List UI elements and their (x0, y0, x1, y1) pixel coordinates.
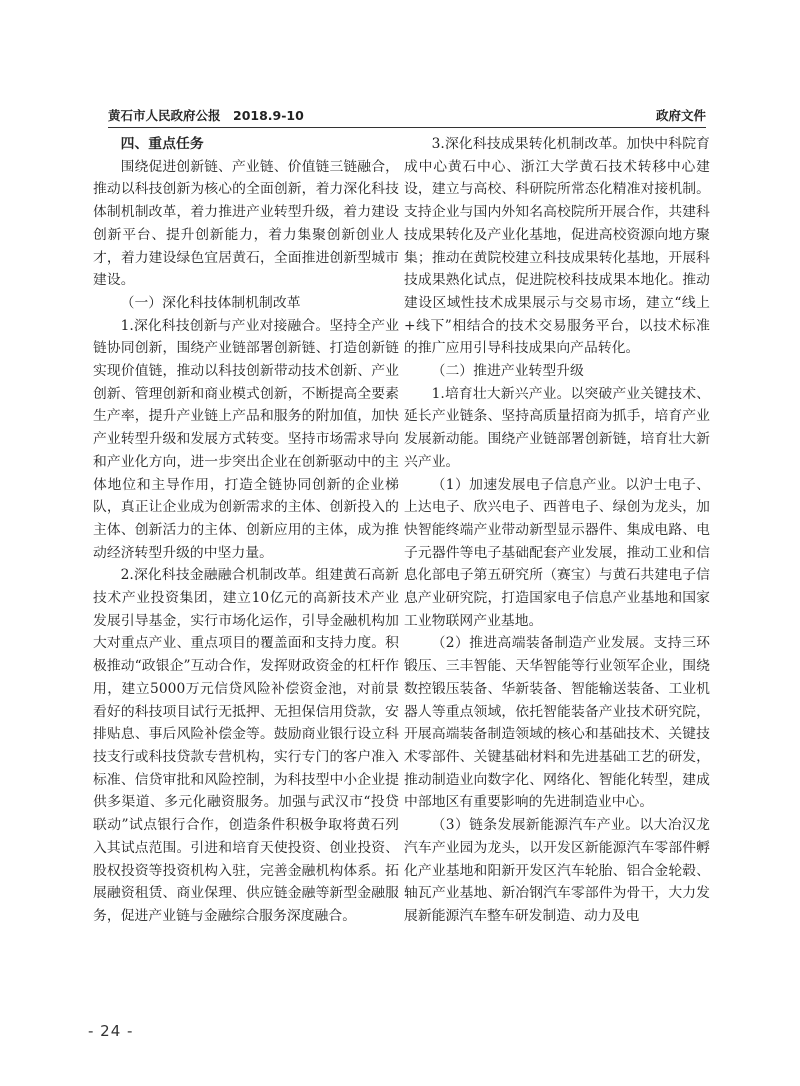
header-divider (108, 127, 706, 128)
paragraph-6: （2）推进高端装备制造产业发展。支持三环锻压、三丰智能、天华智能等行业领军企业，围绕数控锻压装备、华新装备、智能输送装备、工业机器人等重点领域，依托智能装备产业技术研究院，开展高端装备制造领域的核心和基础技术、关键技术零部件、关键基础材料和先进基础工艺的研发，推动制造业向数字化、网络化、智能化转型，建成中部地区有重要影响的先进制造业中心。 (404, 635, 710, 811)
section-label: 政府文件 (655, 108, 706, 123)
running-header (108, 106, 706, 126)
subsection-heading-1: （一）深化科技体制机制改革 (120, 294, 301, 311)
paragraph-3: 3.深化科技成果转化机制改革。加快中科院育成中心黄石中心、浙江大学黄石技术转移中心建设，建立与高校、科研院所常态化精准对接机制。支持企业与国内外知名高校院所开展合作，共建科技成果转化及产业化基地，促进高校资源向地方聚集；推动在黄院校建立科技成果转化基地，开展科技成果熟化试点，促进院校科技成果本地化。推动建设区域性技术成果展示与交易市场，建立“线上+线下”相结合的技术交易服务平台，以技术标准的推广应用引导科技成果向产品转化。 (404, 136, 710, 357)
paragraph-4: 1.培育壮大新兴产业。以突破产业关键技术、延长产业链条、坚持高质量招商为抓手，培育产业发展新动能。围绕产业链部署创新链，培育壮大新兴产业。 (404, 385, 710, 470)
right-column (404, 133, 710, 928)
intro-paragraph: 围绕促进创新链、产业链、价值链三链融合，推动以科技创新为核心的全面创新，着力深化科技体制机制改革，着力推进产业转型升级，着力建设创新平台、提升创新能力，着力集聚创新创业人才，着力建设绿色宜居黄石，全面推进创新型城市建设。 (93, 158, 399, 289)
paragraph-7: （3）链条发展新能源汽车产业。以大冶汉龙汽车产业园为龙头，以开发区新能源汽车零部件孵化产业基地和阳新开发区汽车轮胎、铝合金轮毂、轴瓦产业基地、新冶钢汽车零部件为骨干，大力发展新能源汽车整车研发制造、动力及电 (404, 817, 710, 924)
subsection-heading-2: （二）推进产业转型升级 (431, 363, 584, 380)
paragraph-1: 1.深化科技创新与产业对接融合。坚持全产业链协同创新，围绕产业链部署创新链、打造创新链实现价值链，推动以科技创新带动技术创新、产业创新、管理创新和商业模式创新，不断提高全要素生产率，提升产业链上产品和服务的附加值，加快产业转型升级和发展方式转变。坚持市场需求导向和产业化方向，进一步突出企业在创新驱动中的主体地位和主导作用，打造全链协同创新的企业梯队，真正让企业成为创新需求的主体、创新投入的主体、创新活力的主体、创新应用的主体，成为推动经济转型升级的中坚力量。 (93, 317, 399, 561)
section-heading: 四、重点任务 (120, 136, 204, 152)
paragraph-2: 2.深化科技金融融合机制改革。组建黄石高新技术产业投资集团，建立10亿元的高新技术产业发展引导基金，实行市场化运作，引导金融机构加大对重点产业、重点项目的覆盖面和支持力度。积极推动“政银企”互动合作，发挥财政资金的杠杆作用，建立5000万元信贷风险补偿资金池，对前景看好的科技项目试行无抵押、无担保信用贷款，安排贴息、事后风险补偿金等。鼓励商业银行设立科技支行或科技贷款专营机构，实行专门的客户准入标准、信贷审批和风险控制，为科技型中小企业提供多渠道、多元化融资服务。加强与武汉市“投贷联动”试点银行合作，创造条件积极争取将黄石列入其试点范围。引进和培育天使投资、创业投资、股权投资等投资机构入驻，完善金融机构体系。拓展融资租赁、商业保理、供应链金融等新型金融服务，促进产业链与金融综合服务深度融合。 (93, 567, 399, 924)
page-number: - 24 - (88, 1022, 134, 1040)
publication-title: 黄石市人民政府公报 2018.9-10 (108, 108, 304, 123)
paragraph-5: （1）加速发展电子信息产业。以沪士电子、上达电子、欣兴电子、西普电子、绿创为龙头，加快智能终端产业带动新型显示器件、集成电路、电子元器件等电子基础配套产业发展，推动工业和信息化部电子第五研究所（赛宝）与黄石共建电子信息产业研究院，打造国家电子信息产业基地和国家工业物联网产业基地。 (404, 476, 710, 629)
left-column (93, 133, 399, 928)
